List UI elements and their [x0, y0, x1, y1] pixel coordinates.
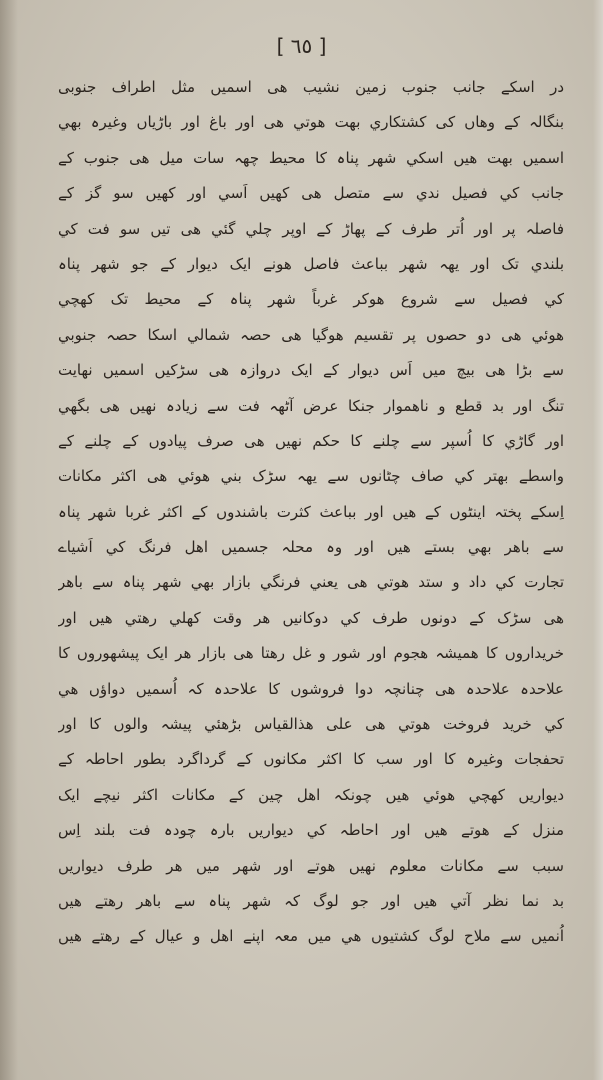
text-line: بلندي تک اور یهہ شهر بباعث فاصل هونے ایک دیوار کے جو شهر پناہ — [58, 254, 564, 273]
text-line: دیواریں کهچي هوئي هیں چونکہ اهل چین کے مکانات اکثر نیچے ایک — [58, 785, 564, 804]
text-line: تجارت کي داد و ستد هوتي هی یعني فرنگي بازار بهي شهر پناہ سے باهر — [58, 573, 564, 592]
text-line: اور گاڑي کا اُسپر سے چلنے کا حکم نهیں هی صرف پیادوں کے چلنے کے — [58, 431, 564, 450]
text-line: سے بڑا هی بیچ میں اَس دیوار کے ایک دروازہ هی سڑکیں اسمیں نهایت — [58, 361, 564, 380]
text-line: در اسکے جانب جنوب زمین نشیب هی اسمیں مثل اطراف جنوبی — [58, 78, 564, 96]
text-line: سے باهر بهي بستے هیں اور وہ محلہ جسمیں اهل فرنگ کي اَشیاے — [58, 538, 564, 557]
text-line: واسطے بهتر کي صاف چٹانوں سے یهہ سڑک بني هوئي هی اکثر مکانات — [58, 467, 564, 486]
body-text — [58, 70, 564, 955]
text-line: کي فصیل سے شروع هوکر غرباً شهر پناہ کے محیط تک کهچي — [58, 290, 564, 309]
text-line: اُنمیں سے ملاح لوگ کشتیوں هي میں معہ اپنے اهل و عیال کے رهتے هیں — [58, 927, 564, 946]
text-line: کي خرید فروخت هوتي هی علی هذالقیاس بڑهئي پیشہ والوں کا اور — [58, 715, 564, 734]
text-line: تنگ اور بد قطع و ناهموار جنکا عرض آٹهہ فت سے زیادہ نهیں هی بگهي — [58, 396, 564, 415]
text-line: اسمیں بهت هیں اسکي شهر پناہ کا محیط چهہ سات میل هی جنوب کے — [58, 148, 564, 167]
text-line: اِسکے پختہ اینٹوں کے هیں اور بباعث کثرت باشندوں کے اکثر غربا شهر پناہ — [58, 502, 564, 521]
text-line: فاصلہ پر اور اُتر طرف کے پهاڑ کے اوپر چلي گئي هی تیں سو فت کي — [58, 219, 564, 238]
text-line: هوئي هی دو حصوں پر تقسیم هوگیا هی حصہ شمالي اسکا حصہ جنوبي — [58, 325, 564, 344]
page-number: [ ٦٥ ] — [276, 34, 327, 58]
text-line: بنگالہ کے وهاں کی کشتکاري بهت هوتي هی اور باغ اور باڑیاں وغیرہ بهي — [58, 113, 564, 132]
text-line: تحفجات وغیرہ کا اور سب کا اکثر مکانوں کے گرداگرد بطور احاطہ کے — [58, 750, 564, 769]
text-line: سبب سے مکانات معلوم نهیں هوتے اور شهر میں هر طرف دیواریں — [58, 856, 564, 875]
text-line: بد نما نظر آتي هیں اور جو لوگ کہ شهر پناہ سے باهر رهتے هیں — [58, 891, 564, 910]
text-line: هی سڑک کے دونوں طرف کي دوکانیں هر وقت کهلي رهتي هیں اور — [58, 608, 564, 627]
text-line: علاحدہ علاحدہ هی چنانچہ دوا فروشوں کا علاحدہ کہ اُسمیں دواؤں هي — [58, 679, 564, 698]
text-line: خریداروں کا همیشہ هجوم اور شور و غل رهتا هی بازار هر ایک پیشهوروں کا — [58, 644, 564, 663]
text-line: جانب کي فصیل ندي سے متصل هی کهیں اَسي اور کهیں سو گز کے — [58, 184, 564, 203]
text-line: منزل کے هوتے هیں اور احاطہ کي دیواریں بارہ چودہ فت بلند اِس — [58, 821, 564, 840]
